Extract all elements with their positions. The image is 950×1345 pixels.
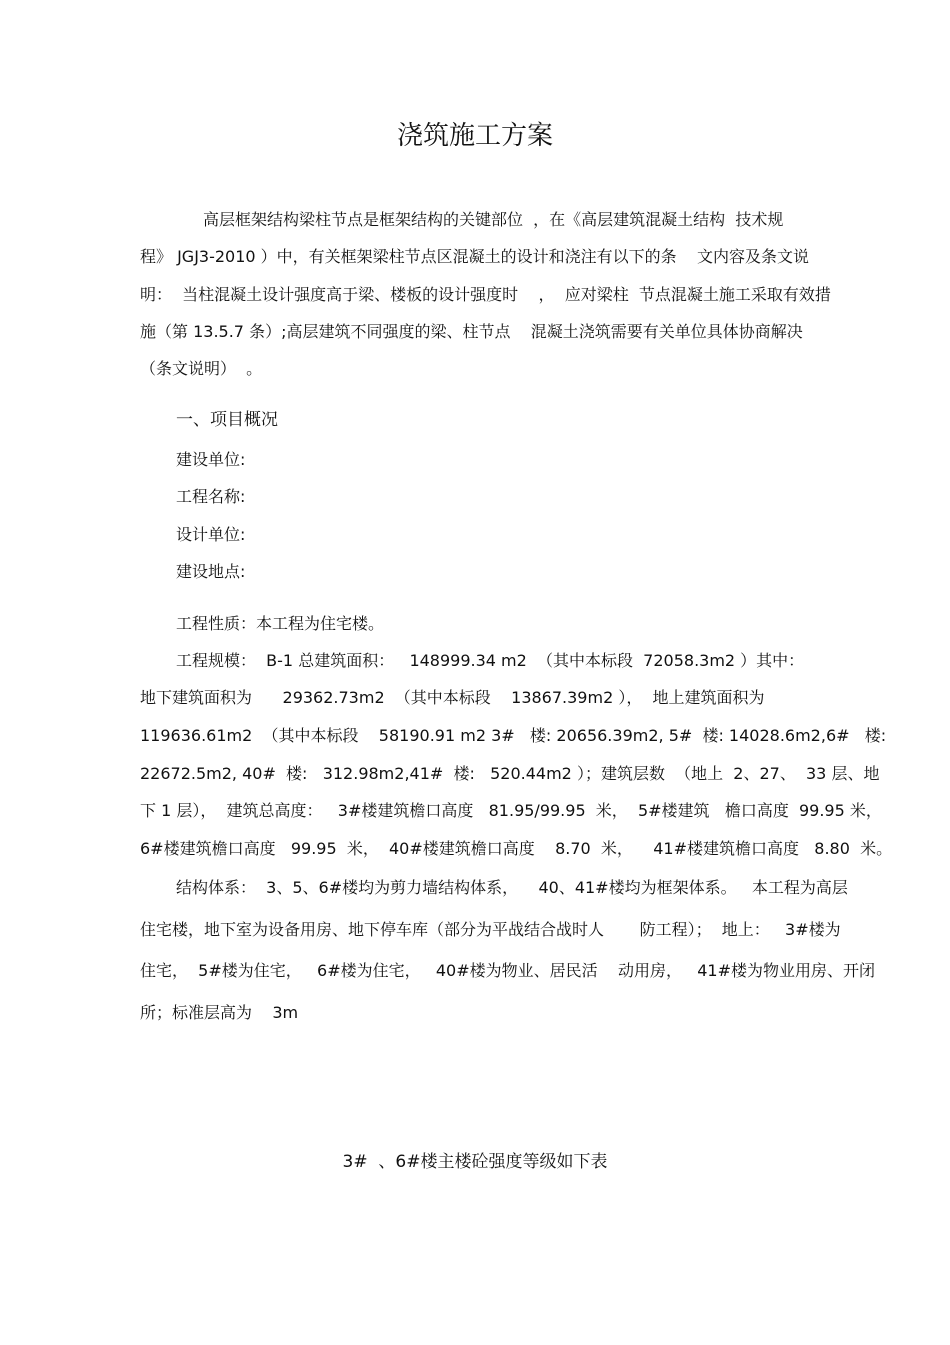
intro-line-3: 明： 当柱混凝土设计强度高于梁、楼板的设计强度时 ， 应对梁柱 节点混凝土施工采取有效措 <box>140 285 831 304</box>
field-project-name: 工程名称: <box>176 487 246 506</box>
section-heading-project-overview: 一、项目概况 <box>176 410 278 430</box>
document-title: 浇筑施工方案 <box>396 121 553 151</box>
scale-line-4: 22672.5m2, 40# 楼: 312.98m2,41# 楼: 520.44m2 ）；建筑层数 （地上 2、27、 33 层、地 <box>140 764 880 783</box>
structure-line-2: 住宅楼，地下室为设备用房、地下停车库（部分为平战结合战时人 防工程）； 地上： 3#楼为 <box>140 920 841 939</box>
intro-line-1: 高层框架结构梁柱节点是框架结构的关键部位 ，在《高层建筑混凝土结构 技术规 <box>203 210 784 229</box>
table-caption: 3# 、6#楼主楼砼强度等级如下表 <box>342 1152 608 1172</box>
project-nature: 工程性质：本工程为住宅楼。 <box>176 614 385 633</box>
structure-line-4: 所；标准层高为 3m <box>140 1003 299 1022</box>
scale-line-1: 工程规模： B-1 总建筑面积： 148999.34 m2 （其中本标段 72058.3m2 ）其中： <box>176 651 805 670</box>
intro-line-2: 程》 JGJ3-2010 ）中，有关框架梁柱节点区混凝土的设计和浇注有以下的条 文内容及条文说 <box>140 247 810 266</box>
structure-line-1: 结构体系： 3、5、6#楼均为剪力墙结构体系， 40、41#楼均为框架体系。 本工程为高层 <box>176 878 848 897</box>
field-designer: 设计单位: <box>176 525 246 544</box>
intro-line-4: 施（第 13.5.7 条）;高层建筑不同强度的梁、柱节点 混凝土浇筑需要有关单位具体协商解决 <box>140 322 803 341</box>
field-location: 建设地点: <box>176 562 246 581</box>
scale-line-5: 下 1 层）， 建筑总高度： 3#楼建筑檐口高度 81.95/99.95 米， 5#楼建筑 檐口高度 99.95 米， <box>140 801 882 820</box>
intro-line-5: （条文说明） 。 <box>140 359 263 378</box>
scale-line-2: 地下建筑面积为 29362.73m2 （其中本标段 13867.39m2 ）， 地上建筑面积为 <box>140 688 765 707</box>
scale-line-6: 6#楼建筑檐口高度 99.95 米， 40#楼建筑檐口高度 8.70 米， 41#楼建筑檐口高度 8.80 米。 <box>140 839 893 858</box>
structure-line-3: 住宅， 5#楼为住宅， 6#楼为住宅， 40#楼为物业、居民活 动用房， 41#楼为物业用房、开闭 <box>140 961 875 980</box>
field-builder: 建设单位: <box>176 450 246 469</box>
scale-line-3: 119636.61m2 （其中本标段 58190.91 m2 3# 楼: 20656.39m2, 5# 楼: 14028.6m2,6# 楼: <box>140 726 887 745</box>
